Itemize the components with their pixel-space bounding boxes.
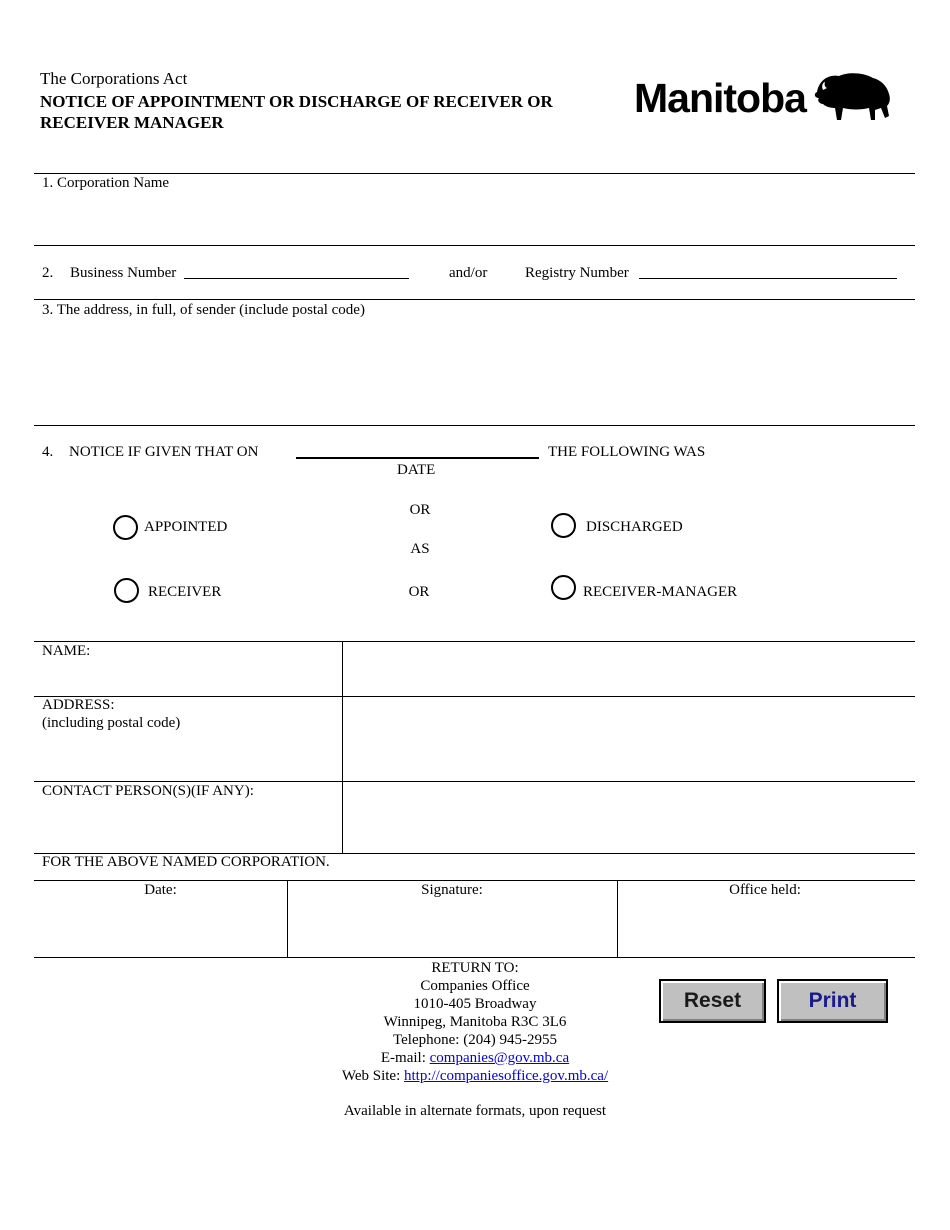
return-heading: RETURN TO: (431, 960, 519, 976)
appointed-label: APPOINTED (144, 519, 228, 535)
name-field[interactable] (346, 645, 911, 691)
return-street: 1010-405 Broadway (413, 996, 537, 1012)
office-held-label: Office held: (729, 882, 801, 898)
receiver-manager-radio[interactable] (551, 575, 576, 600)
contact-person-field[interactable] (346, 785, 911, 849)
return-city: Winnipeg, Manitoba R3C 3L6 (383, 1014, 567, 1030)
return-email-line (300, 1049, 650, 1067)
as-label: AS (410, 541, 430, 557)
sender-address-field[interactable] (40, 322, 910, 420)
address-label: ADDRESS: (42, 697, 115, 713)
appointed-radio[interactable] (113, 515, 138, 540)
address-field[interactable] (346, 700, 911, 776)
date-field[interactable] (38, 903, 283, 953)
signature-label: Signature: (421, 882, 483, 898)
alternate-formats-note: Available in alternate formats, upon request (343, 1103, 607, 1119)
email-label: E-mail: (380, 1050, 430, 1066)
print-button[interactable]: Print (777, 979, 888, 1023)
corporation-name-field[interactable] (40, 196, 910, 240)
following-was-label: THE FOLLOWING WAS (548, 444, 706, 460)
form-title-line2: RECEIVER MANAGER (40, 113, 224, 132)
notice-label: NOTICE IF GIVEN THAT ON (69, 444, 259, 460)
signature-field[interactable] (291, 903, 613, 953)
sender-address-label: 3. The address, in full, of sender (include postal code) (42, 302, 365, 318)
for-corporation-label: FOR THE ABOVE NAMED CORPORATION. (42, 854, 330, 870)
corporation-name-label: 1. Corporation Name (42, 175, 170, 191)
section4-number: 4. (42, 444, 54, 460)
web-label: Web Site: (341, 1068, 404, 1084)
business-number-label: Business Number (70, 265, 177, 281)
date-caption: DATE (397, 462, 436, 478)
registry-number-label: Registry Number (525, 265, 629, 281)
or-label-1: OR (409, 502, 431, 518)
bison-icon (811, 70, 893, 124)
date-label: Date: (144, 882, 177, 898)
form-title-line1: NOTICE OF APPOINTMENT OR DISCHARGE OF RECEIVER OR (40, 92, 553, 111)
return-phone: Telephone: (204) 945-2955 (393, 1032, 557, 1048)
section2-number: 2. (42, 265, 54, 281)
notice-date-field[interactable] (296, 457, 539, 459)
receiver-manager-label: RECEIVER-MANAGER (583, 584, 738, 600)
registry-number-field[interactable] (639, 278, 897, 279)
name-label: NAME: (42, 643, 91, 659)
return-office: Companies Office (420, 978, 530, 994)
discharged-label: DISCHARGED (586, 519, 683, 535)
web-link[interactable]: http://companiesoffice.gov.mb.ca/ (404, 1068, 609, 1084)
email-link[interactable]: companies@gov.mb.ca (429, 1050, 570, 1066)
contact-person-label: CONTACT PERSON(S)(IF ANY): (42, 783, 254, 799)
office-held-field[interactable] (621, 903, 911, 953)
receiver-radio[interactable] (114, 578, 139, 603)
discharged-radio[interactable] (551, 513, 576, 538)
or-label-2: OR (408, 584, 430, 600)
logo-wordmark: Manitoba (634, 75, 806, 121)
andor-label: and/or (449, 265, 488, 281)
receiver-label: RECEIVER (148, 584, 222, 600)
act-title: The Corporations Act (40, 69, 188, 88)
manitoba-logo (634, 70, 894, 126)
return-web-line (300, 1067, 650, 1085)
address-sublabel: (including postal code) (42, 715, 181, 731)
reset-button[interactable]: Reset (659, 979, 766, 1023)
business-number-field[interactable] (184, 278, 409, 279)
